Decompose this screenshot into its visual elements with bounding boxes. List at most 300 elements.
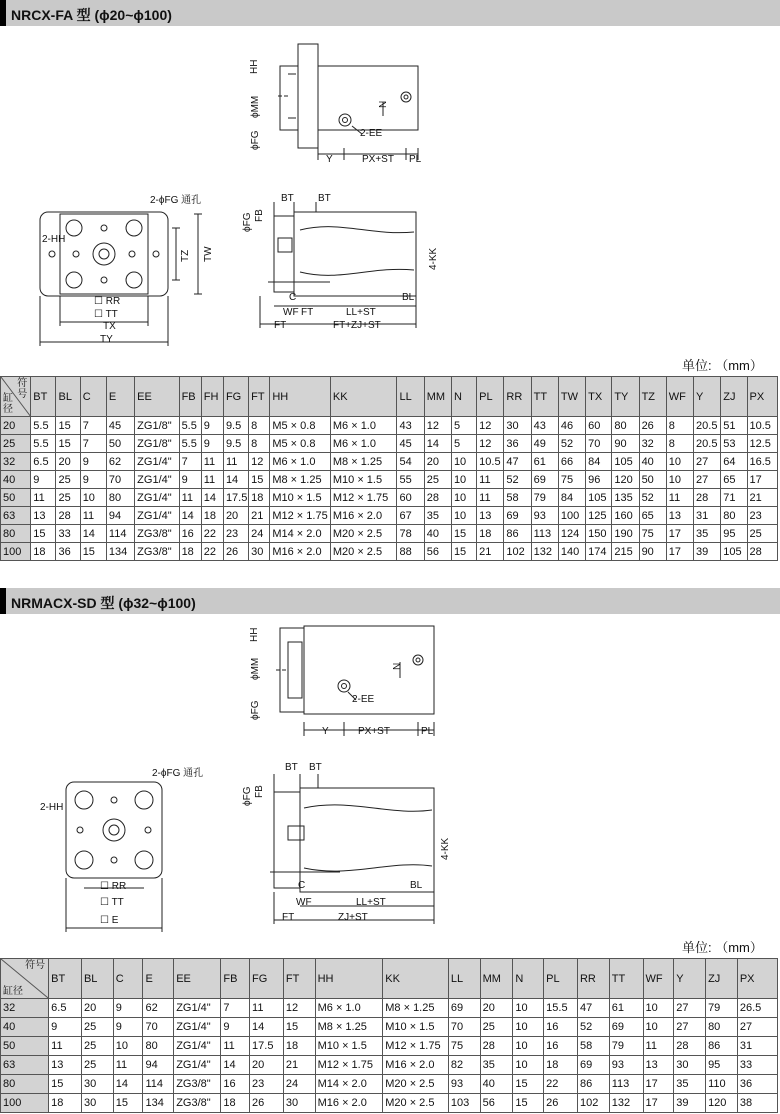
table-cell: M10 × 1.5	[330, 471, 397, 489]
table-cell: 80	[612, 417, 639, 435]
table-cell: 23	[223, 525, 248, 543]
table-cell: 75	[639, 525, 666, 543]
table-cell: 65	[639, 507, 666, 525]
table-cell: 5	[451, 417, 476, 435]
table-cell: 134	[143, 1094, 174, 1113]
table-cell: 26.5	[737, 999, 777, 1018]
table-cell: 17	[666, 543, 693, 561]
table-row	[1, 417, 778, 435]
table-cell: 16.5	[747, 453, 778, 471]
table-cell: 15.5	[544, 999, 578, 1018]
column-header: PL	[477, 377, 504, 417]
table-cell: 43	[531, 417, 558, 435]
column-header: E	[143, 959, 174, 999]
table-cell: 5.5	[31, 417, 56, 435]
s1-top-ee-label: 2-EE	[360, 128, 383, 139]
table-cell: 93	[531, 507, 558, 525]
table-cell: 47	[577, 999, 609, 1018]
table-cell: 7	[179, 453, 201, 471]
table-cell: 11	[49, 1037, 82, 1056]
table-cell: 28	[56, 507, 80, 525]
table-cell: M12 × 1.75	[383, 1037, 449, 1056]
s2-top-fg-label: ϕFG	[250, 700, 261, 720]
column-header: ZJ	[721, 377, 747, 417]
corner-top	[17, 378, 27, 400]
table-cell: 43	[397, 417, 424, 435]
section1-corner-cell	[1, 377, 31, 417]
s2-front-e-text: E	[111, 915, 119, 926]
table-cell: 69	[609, 1018, 643, 1037]
table-cell: 45	[106, 417, 134, 435]
table-cell: 47	[504, 453, 531, 471]
bore-size-cell: 32	[1, 453, 31, 471]
table-cell: 80	[106, 489, 134, 507]
column-header: Y	[694, 377, 721, 417]
table-cell: M12 × 1.75	[270, 507, 331, 525]
column-header: EE	[135, 377, 179, 417]
table-cell: 64	[721, 453, 747, 471]
table-cell: ZG1/4"	[135, 489, 179, 507]
table-cell: M6 × 1.0	[270, 453, 331, 471]
table-cell: 50	[106, 435, 134, 453]
table-cell: 21	[747, 489, 778, 507]
column-header: TX	[586, 377, 612, 417]
table-cell: 132	[609, 1094, 643, 1113]
corner-top2: 号	[35, 960, 46, 971]
table-cell: 15	[56, 435, 80, 453]
table-cell: 69	[577, 1056, 609, 1075]
table-cell: 7	[80, 435, 106, 453]
table-cell: 15	[113, 1094, 143, 1113]
table-cell: 9	[201, 417, 223, 435]
table-cell: 13	[477, 507, 504, 525]
corner-top1: 符	[25, 960, 36, 971]
column-header: HH	[315, 959, 383, 999]
table-cell: 40	[424, 525, 451, 543]
table-cell: 27	[737, 1018, 777, 1037]
table-cell: 86	[706, 1037, 738, 1056]
table-cell: 30	[283, 1094, 315, 1113]
column-header: RR	[577, 959, 609, 999]
table-cell: M14 × 2.0	[315, 1075, 383, 1094]
table-row	[1, 999, 778, 1018]
table-cell: 79	[609, 1037, 643, 1056]
table-row	[1, 1037, 778, 1056]
table-cell: 7	[80, 417, 106, 435]
table-cell: 13	[31, 507, 56, 525]
table-cell: M12 × 1.75	[315, 1056, 383, 1075]
table-cell: 13	[49, 1056, 82, 1075]
column-header: WF	[666, 377, 693, 417]
table-cell: 39	[674, 1094, 706, 1113]
column-header: FB	[179, 377, 201, 417]
table-cell: ZG3/8"	[174, 1094, 221, 1113]
table-cell: 12	[424, 417, 451, 435]
column-header: Y	[674, 959, 706, 999]
s1-front-rr-text: RR	[105, 296, 121, 307]
table-cell: 82	[448, 1056, 480, 1075]
table-cell: M20 × 2.5	[383, 1094, 449, 1113]
s2-side-wf-label: WF	[296, 897, 312, 908]
section2-corner-cell	[1, 959, 49, 999]
table-cell: 110	[706, 1075, 738, 1094]
table-cell: 38	[737, 1094, 777, 1113]
s2-side-llst-label: LL+ST	[356, 897, 386, 908]
table-cell: M5 × 0.8	[270, 435, 331, 453]
table-cell: M16 × 2.0	[330, 507, 397, 525]
table-cell: 25	[747, 525, 778, 543]
table-cell: 17	[643, 1094, 674, 1113]
corner-bot2: 径	[3, 404, 13, 415]
table-cell: 18	[179, 543, 201, 561]
column-header: MM	[480, 959, 513, 999]
table-cell: 11	[201, 453, 223, 471]
table-cell: 24	[249, 525, 270, 543]
s1-side-bt2-label: BT	[318, 193, 331, 204]
table-cell: 12	[283, 999, 315, 1018]
column-header: E	[106, 377, 134, 417]
table-cell: ZG1/4"	[174, 1018, 221, 1037]
table-cell: 9	[179, 471, 201, 489]
section2-front-view-drawing	[60, 776, 180, 936]
s1-side-fg-label: ϕFG	[242, 212, 253, 232]
table-cell: 21	[477, 543, 504, 561]
table-cell: 15	[80, 543, 106, 561]
section1-title: NRCX-FA 型 (ϕ20~ϕ100)	[11, 7, 172, 23]
column-header: LL	[397, 377, 424, 417]
table-cell: 160	[612, 507, 639, 525]
section2-unit: 单位: （mm）	[682, 940, 763, 955]
column-header: HH	[270, 377, 331, 417]
table-cell: 26	[223, 543, 248, 561]
table-cell: 30	[81, 1094, 113, 1113]
bore-size-cell: 20	[1, 417, 31, 435]
table-cell: 80	[706, 1018, 738, 1037]
s2-top-n-label: N	[392, 662, 403, 670]
table-cell: 60	[586, 417, 612, 435]
table-cell: 52	[558, 435, 585, 453]
table-cell: 94	[106, 507, 134, 525]
table-cell: 28	[747, 543, 778, 561]
table-cell: 93	[609, 1056, 643, 1075]
table-cell: 17.5	[250, 1037, 284, 1056]
table-cell: 190	[612, 525, 639, 543]
table-cell: 8	[249, 417, 270, 435]
table-cell: 70	[106, 471, 134, 489]
table-cell: 12	[477, 435, 504, 453]
table-cell: 18	[249, 489, 270, 507]
s1-front-hh-label: 2-HH	[42, 234, 66, 245]
table-cell: ZG1/4"	[174, 1056, 221, 1075]
s1-side-fb-label: FB	[254, 209, 265, 222]
column-header: FT	[249, 377, 270, 417]
corner-bot1: 缸	[3, 986, 13, 997]
s1-top-pl-label: PL	[409, 154, 422, 165]
section2-title: NRMACX-SD 型 (ϕ32~ϕ100)	[11, 595, 196, 611]
s2-side-kk-label: 4-KK	[440, 837, 451, 860]
s2-front-rr-label: ☐ RR	[100, 881, 127, 892]
table-cell: 10	[513, 999, 544, 1018]
table-cell: 28	[480, 1037, 513, 1056]
s2-front-rr-text: RR	[111, 881, 127, 892]
table-cell: 174	[586, 543, 612, 561]
table-cell: 9	[80, 453, 106, 471]
table-cell: 62	[143, 999, 174, 1018]
table-cell: 27	[674, 999, 706, 1018]
table-cell: 25	[81, 1037, 113, 1056]
table-row	[1, 489, 778, 507]
table-cell: 31	[694, 507, 721, 525]
column-header: FG	[223, 377, 248, 417]
s2-top-y-label: Y	[322, 726, 329, 737]
table-cell: 78	[397, 525, 424, 543]
table-cell: 28	[674, 1037, 706, 1056]
s2-side-fb-label: FB	[254, 785, 265, 798]
table-cell: 150	[586, 525, 612, 543]
table-cell: 17.5	[223, 489, 248, 507]
table-cell: 88	[397, 543, 424, 561]
table-cell: 9	[31, 471, 56, 489]
table-cell: 20	[480, 999, 513, 1018]
table-cell: 70	[586, 435, 612, 453]
table-cell: 21	[283, 1056, 315, 1075]
corner-top2: 号	[17, 389, 28, 400]
table-cell: 25	[424, 471, 451, 489]
table-row	[1, 543, 778, 561]
table-cell: M14 × 2.0	[270, 525, 331, 543]
table-cell: 66	[558, 453, 585, 471]
table-cell: 140	[558, 543, 585, 561]
table-cell: 16	[544, 1018, 578, 1037]
table-cell: 5.5	[179, 435, 201, 453]
table-row	[1, 1056, 778, 1075]
table-cell: 11	[643, 1037, 674, 1056]
table-cell: 9	[113, 1018, 143, 1037]
section1-header-bar	[0, 0, 6, 26]
table-cell: 16	[544, 1037, 578, 1056]
s1-top-fg-label: ϕFG	[250, 130, 261, 150]
column-header: PX	[737, 959, 777, 999]
table-cell: 14	[250, 1018, 284, 1037]
column-header: WF	[643, 959, 674, 999]
s2-front-hh-label: 2-HH	[40, 802, 64, 813]
table-cell: 90	[639, 543, 666, 561]
table-cell: 124	[558, 525, 585, 543]
table-cell: 20	[424, 453, 451, 471]
column-header: PL	[544, 959, 578, 999]
table-cell: 52	[504, 471, 531, 489]
table-cell: 9.5	[223, 417, 248, 435]
table-cell: 16	[179, 525, 201, 543]
table-cell: 5	[451, 435, 476, 453]
table-cell: M16 × 2.0	[383, 1056, 449, 1075]
column-header: TW	[558, 377, 585, 417]
table-cell: 11	[31, 489, 56, 507]
table-cell: 10.5	[747, 417, 778, 435]
s2-side-fg-label: ϕFG	[242, 786, 253, 806]
bore-size-cell: 50	[1, 489, 31, 507]
corner-top	[25, 960, 45, 971]
table-cell: ZG1/8"	[135, 435, 179, 453]
table-cell: 10	[666, 453, 693, 471]
s2-top-mm-label: ϕMM	[250, 657, 261, 680]
corner-bot2: 径	[13, 986, 23, 997]
table-cell: 15	[56, 417, 80, 435]
table-cell: 54	[397, 453, 424, 471]
s1-front-fghole-label: 2-ϕFG 通孔	[150, 195, 202, 206]
column-header: BL	[81, 959, 113, 999]
bore-size-cell: 63	[1, 507, 31, 525]
table-cell: ZG3/8"	[174, 1075, 221, 1094]
table-cell: 114	[106, 525, 134, 543]
column-header: BT	[49, 959, 82, 999]
table-cell: 7	[221, 999, 250, 1018]
table-cell: 35	[694, 525, 721, 543]
table-cell: 10	[643, 1018, 674, 1037]
table-row	[1, 507, 778, 525]
table-cell: 80	[143, 1037, 174, 1056]
table-cell: 61	[609, 999, 643, 1018]
section2-header	[0, 588, 780, 614]
s1-side-c-label: C	[289, 292, 297, 303]
table-cell: 25	[56, 489, 80, 507]
table-cell: 10	[451, 471, 476, 489]
table-cell: M10 × 1.5	[270, 489, 331, 507]
table-cell: 215	[612, 543, 639, 561]
column-header: PX	[747, 377, 778, 417]
table-cell: M8 × 1.25	[315, 1018, 383, 1037]
table-cell: 12	[249, 453, 270, 471]
table-cell: 27	[694, 471, 721, 489]
table-cell: 11	[113, 1056, 143, 1075]
table-cell: 75	[448, 1037, 480, 1056]
table-cell: 20	[56, 453, 80, 471]
table-cell: 103	[448, 1094, 480, 1113]
table-cell: 15	[249, 471, 270, 489]
table-cell: ZG1/4"	[135, 471, 179, 489]
table-cell: 9	[113, 999, 143, 1018]
s2-side-bl-label: BL	[410, 880, 423, 891]
table-cell: 10	[451, 507, 476, 525]
table-cell: 30	[249, 543, 270, 561]
column-header: ZJ	[706, 959, 738, 999]
table-row	[1, 471, 778, 489]
s1-top-hh-label: HH	[249, 59, 260, 74]
table-cell: 31	[737, 1037, 777, 1056]
section1-header-row	[1, 377, 778, 417]
table-cell: 26	[544, 1094, 578, 1113]
table-cell: 32	[639, 435, 666, 453]
table-cell: 30	[504, 417, 531, 435]
s1-top-pxst-label: PX+ST	[362, 154, 394, 165]
table-cell: 18	[31, 543, 56, 561]
table-cell: 35	[480, 1056, 513, 1075]
s1-front-ty-label: TY	[100, 334, 113, 345]
table-cell: ZG1/8"	[135, 417, 179, 435]
table-row	[1, 1018, 778, 1037]
column-header: C	[113, 959, 143, 999]
table-cell: 120	[706, 1094, 738, 1113]
table-cell: 10	[80, 489, 106, 507]
table-cell: 84	[586, 453, 612, 471]
table-cell: 132	[531, 543, 558, 561]
table-cell: 58	[504, 489, 531, 507]
table-cell: 27	[694, 453, 721, 471]
table-cell: 36	[737, 1075, 777, 1094]
table-cell: ZG3/8"	[135, 525, 179, 543]
table-cell: M6 × 1.0	[315, 999, 383, 1018]
table-cell: 8	[666, 417, 693, 435]
section1-spec-table	[0, 376, 778, 561]
table-cell: 20.5	[694, 417, 721, 435]
table-cell: 96	[586, 471, 612, 489]
s2-side-bt2-label: BT	[309, 762, 322, 773]
bore-size-cell: 80	[1, 1075, 49, 1094]
table-cell: 10	[451, 489, 476, 507]
table-cell: M8 × 1.25	[270, 471, 331, 489]
table-cell: 100	[558, 507, 585, 525]
section1-side-view-drawing	[240, 190, 440, 330]
table-cell: 40	[480, 1075, 513, 1094]
table-cell: 71	[721, 489, 747, 507]
table-cell: 28	[424, 489, 451, 507]
table-cell: 50	[639, 471, 666, 489]
table-cell: 18	[49, 1094, 82, 1113]
table-cell: 15	[283, 1018, 315, 1037]
s1-front-tt-text: TT	[105, 309, 118, 320]
table-cell: 114	[143, 1075, 174, 1094]
table-cell: ZG1/4"	[135, 507, 179, 525]
table-cell: 49	[531, 435, 558, 453]
section1-table-body	[1, 417, 778, 561]
column-header: N	[451, 377, 476, 417]
corner-bottom	[3, 393, 13, 415]
table-cell: 10	[513, 1018, 544, 1037]
table-cell: 9	[201, 435, 223, 453]
table-cell: 30	[81, 1075, 113, 1094]
s1-front-tz-label: TZ	[180, 249, 191, 262]
table-cell: 22	[544, 1075, 578, 1094]
table-cell: 62	[106, 453, 134, 471]
table-cell: 9.5	[223, 435, 248, 453]
table-cell: 5.5	[179, 417, 201, 435]
column-header: BL	[56, 377, 80, 417]
column-header: N	[513, 959, 544, 999]
s2-front-tt-label: ☐ TT	[100, 897, 124, 908]
s2-front-tt-text: TT	[111, 897, 124, 908]
column-header: FT	[283, 959, 315, 999]
bore-size-cell: 100	[1, 543, 31, 561]
table-cell: 26	[250, 1094, 284, 1113]
table-cell: 13	[666, 507, 693, 525]
table-cell: 58	[577, 1037, 609, 1056]
bore-size-cell: 25	[1, 435, 31, 453]
table-cell: 67	[397, 507, 424, 525]
table-cell: 24	[283, 1075, 315, 1094]
table-cell: 36	[56, 543, 80, 561]
table-cell: 95	[706, 1056, 738, 1075]
column-header: TT	[609, 959, 643, 999]
table-cell: 15	[451, 525, 476, 543]
bore-size-cell: 100	[1, 1094, 49, 1113]
table-cell: 11	[221, 1037, 250, 1056]
table-cell: M16 × 2.0	[315, 1094, 383, 1113]
table-cell: 18	[544, 1056, 578, 1075]
s1-side-llst-label: LL+ST	[346, 307, 376, 318]
table-cell: 56	[424, 543, 451, 561]
s1-top-mm-label: ϕMM	[250, 95, 261, 118]
table-cell: M6 × 1.0	[330, 435, 397, 453]
